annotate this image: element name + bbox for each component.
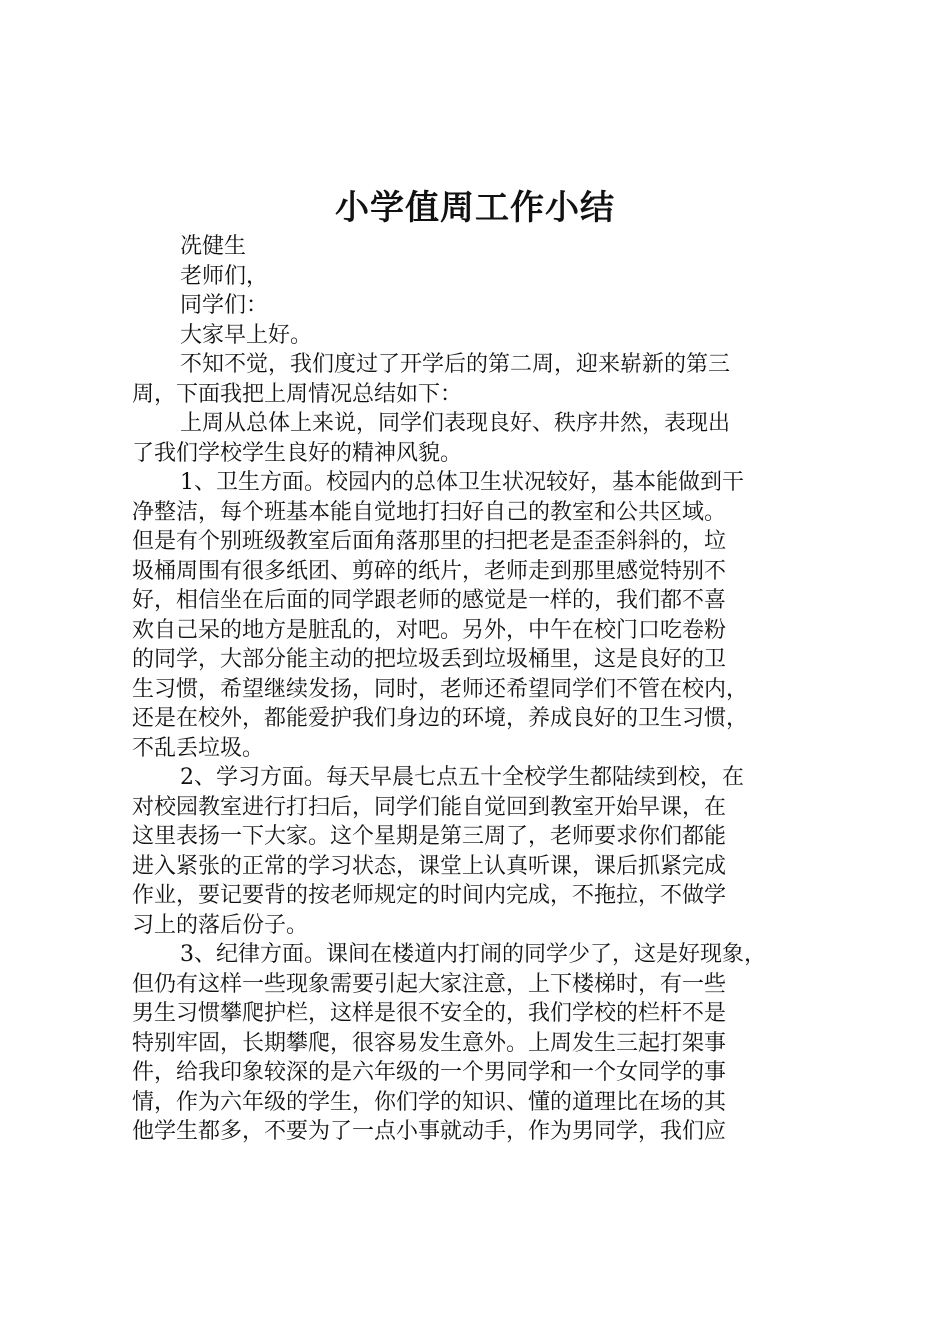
text-line: 特别牢固，长期攀爬，很容易发生意外。上周发生三起打架事 <box>132 1030 727 1056</box>
text-line: 同学们： <box>180 293 269 318</box>
text-line: 生习惯，希望继续发扬，同时，老师还希望同学们不管在校内， <box>132 676 749 702</box>
text-line: 件，给我印象较深的是六年级的一个男同学和一个女同学的事 <box>132 1060 727 1085</box>
text-line: 但是有个别班级教室后面角落那里的扫把老是歪歪斜斜的，垃 <box>132 529 727 554</box>
text-line: 男生习惯攀爬护栏，这样是很不安全的，我们学校的栏杆不是 <box>132 1001 727 1026</box>
text-line: 还是在校外，都能爱护我们身边的环境，养成良好的卫生习惯， <box>132 706 749 731</box>
text-line: 冼健生 <box>180 234 247 259</box>
text-line: 习上的落后份子。 <box>132 912 309 938</box>
document-body <box>132 232 832 1147</box>
text-line: 不知不觉，我们度过了开学后的第二周，迎来崭新的第三 <box>180 352 731 377</box>
text-line: 好，相信坐在后面的同学跟老师的感觉是一样的，我们都不喜 <box>132 588 727 613</box>
text-line: 3、纪律方面。课间在楼道内打闹的同学少了，这是好现象， <box>180 942 766 967</box>
text-line: 情，作为六年级的学生，你们学的知识、懂的道理比在场的其 <box>132 1089 727 1115</box>
text-line: 对校园教室进行打扫后，同学们能自觉回到教室开始早课，在 <box>132 794 727 820</box>
text-line: 作业，要记要背的按老师规定的时间内完成，不拖拉，不做学 <box>132 883 727 908</box>
text-line: 大家早上好。 <box>180 322 313 348</box>
text-line: 1、卫生方面。校园内的总体卫生状况较好，基本能做到干 <box>180 470 744 495</box>
text-line: 上周从总体上来说，同学们表现良好、秩序井然，表现出 <box>180 411 731 436</box>
text-line: 圾桶周围有很多纸团、剪碎的纸片，老师走到那里感觉特别不 <box>132 558 727 584</box>
text-line: 他学生都多，不要为了一点小事就动手，作为男同学，我们应 <box>132 1119 727 1144</box>
text-line: 但仍有这样一些现象需要引起大家注意，上下楼梯时，有一些 <box>132 971 727 997</box>
text-line: 净整洁，每个班基本能自觉地打扫好自己的教室和公共区域。 <box>132 499 727 525</box>
document-title: 小学值周工作小结 <box>335 188 615 228</box>
text-line: 不乱丢垃圾。 <box>132 735 265 761</box>
text-line: 欢自己呆的地方是脏乱的，对吧。另外，中午在校门口吃卷粉 <box>132 617 727 643</box>
text-line: 了我们学校学生良好的精神风貌。 <box>132 440 463 466</box>
text-line: 进入紧张的正常的学习状态，课堂上认真听课，课后抓紧完成 <box>132 853 727 879</box>
text-line: 这里表扬一下大家。这个星期是第三周了，老师要求你们都能 <box>132 824 727 849</box>
text-line: 老师们， <box>180 263 269 289</box>
text-line: 周，下面我把上周情况总结如下： <box>132 381 463 407</box>
text-line: 的同学，大部分能主动的把垃圾丢到垃圾桶里，这是良好的卫 <box>132 647 727 672</box>
text-line: 2、学习方面。每天早晨七点五十全校学生都陆续到校，在 <box>180 765 744 790</box>
